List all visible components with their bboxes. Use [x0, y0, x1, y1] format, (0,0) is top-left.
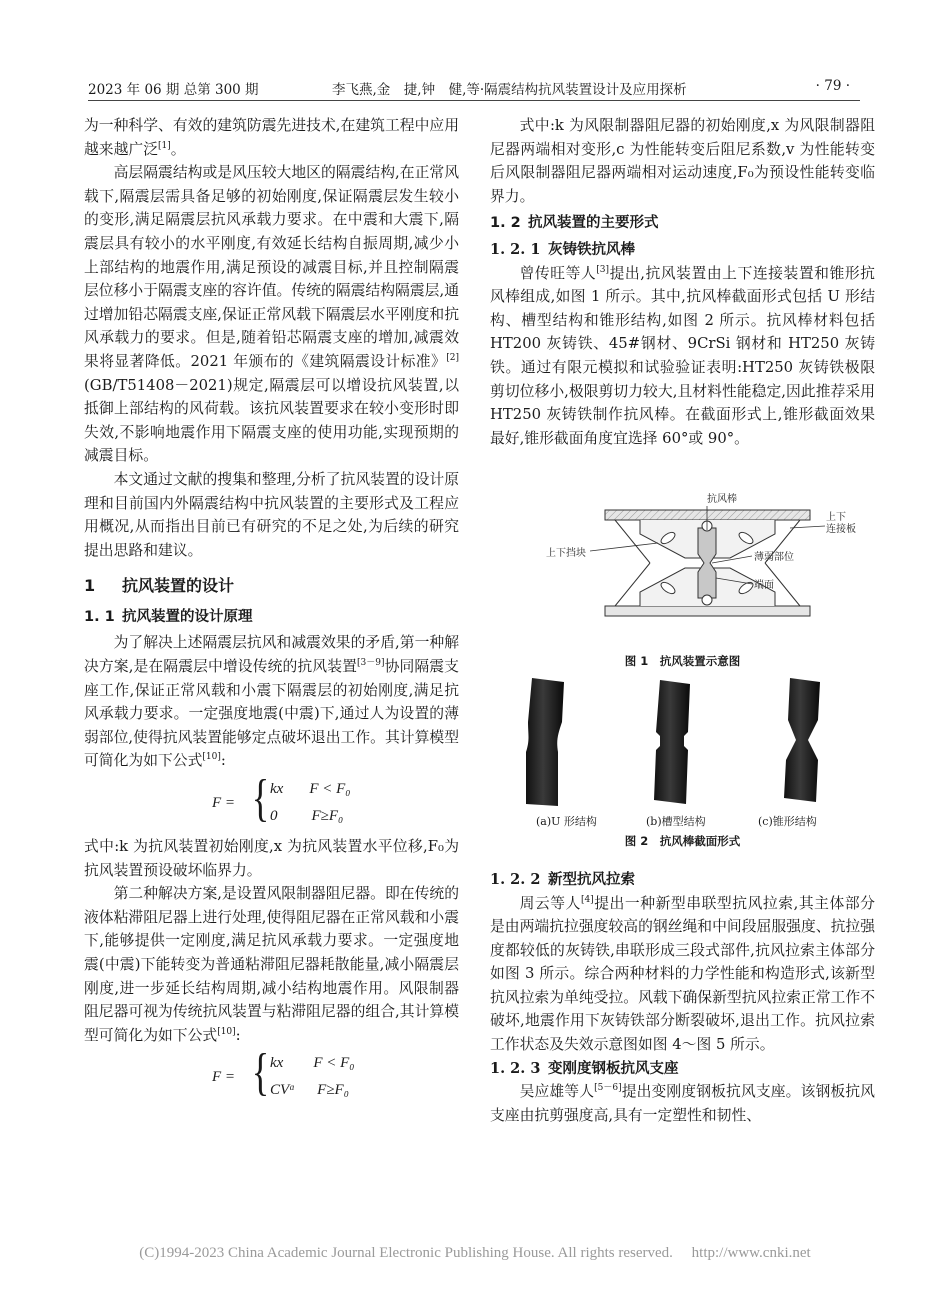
- groove-shape-rod: [654, 680, 690, 804]
- copyright-footer: (C)1994-2023 China Academic Journal Electronic Publishing House. All rights reserved. http://www.cnki.net: [139, 1245, 811, 1261]
- subcaption-b: (b)槽型结构: [646, 815, 706, 829]
- label-wind-rod: 抗风棒: [707, 494, 737, 506]
- citation[interactable]: [1]: [158, 140, 171, 151]
- equation-1: F = { kx F < F₀ 0 F≥F₀: [212, 770, 351, 828]
- page-number: · 79 ·: [815, 78, 850, 94]
- label-connection-1: 上下: [826, 512, 846, 524]
- paragraph: 式中:k 为抗风装置初始刚度,x 为抗风装置水平位移,F₀为抗风装置预设破坏临界力。: [84, 838, 459, 879]
- article-running-title: 李飞燕,金 捷,钟 健,等·隔震结构抗风装置设计及应用探析: [332, 82, 687, 98]
- right-column: [490, 114, 875, 1127]
- figure-1: [490, 488, 875, 668]
- paragraph: 式中:k 为风限制器阻尼器的初始刚度,x 为风限制器阻尼器两端相对变形,c 为性能转变后阻尼系数,v 为性能转变后风限制器阻尼器两端相对运动速度,F₀为预设性能转变临界力。: [490, 117, 875, 205]
- citation[interactable]: [3]: [596, 264, 610, 275]
- subsection-heading: 1. 2 抗风装置的主要形式: [490, 215, 659, 232]
- label-connection-2: 连接板: [826, 524, 856, 536]
- paragraph: 为一种科学、有效的建筑防震先进技术,在建筑工程中应用越来越广泛[1]。: [84, 117, 459, 158]
- subcaption-c: (c)锥形结构: [758, 815, 817, 829]
- figure-1-caption: 图 1 抗风装置示意图: [624, 653, 741, 668]
- citation[interactable]: [10]: [202, 752, 221, 763]
- figure-2: [490, 676, 875, 808]
- paragraph: 第二种解决方案,是设置风限制器阻尼器。即在传统的液体粘滞阻尼器上进行处理,使得阻尼器在正常风载和小震下,能够提供一定刚度,满足抗风承载力要求。一定强度地震(中震)下能转变为普通粘滞阻尼器耗散能量,减小隔震层刚度,进一步延长结构周期,减小结构地震作用。风限制器阻尼器可视为传统抗风装置与粘滞阻尼器的组合,其计算模型可简化为如下公式[10]:: [84, 885, 459, 1044]
- label-end-face: 端面: [754, 580, 774, 592]
- citation[interactable]: [4]: [580, 894, 594, 905]
- subsubsection-heading: 1. 2. 1 灰铸铁抗风棒: [490, 240, 635, 258]
- paragraph: 曾传旺等人[3]提出,抗风装置由上下连接装置和锥形抗风棒组成,如图 1 所示。其中,抗风棒截面形式包括 U 形结构、槽型结构和锥形结构,如图 2 所示。抗风棒材料包括 HT200 灰铸铁、45#钢材、9CrSi 钢材和 HT250 灰铸铁。通过有限元模拟和试验验证表明:HT250 灰铸铁极限剪切位移小,极限剪切力较大,且材料性能稳定,因此推荐采用 HT250 灰铸铁制作抗风棒。在截面形式上,锥形截面效果最好,锥形截面角度宜选择 60°或 90°。: [490, 264, 875, 447]
- citation[interactable]: [3－9]: [357, 658, 385, 669]
- citation[interactable]: [10]: [217, 1026, 236, 1037]
- citation[interactable]: [2]: [446, 353, 459, 364]
- left-column: [84, 114, 459, 1109]
- subcaption-a: (a)U 形结构: [536, 815, 597, 829]
- citation[interactable]: [5－6]: [594, 1083, 622, 1094]
- wind-resistant-device-diagram: [490, 488, 875, 638]
- wind-rod-sections: [490, 676, 875, 808]
- paragraph: 周云等人[4]提出一种新型串联型抗风拉索,其主体部分是由两端抗拉强度较高的钢丝绳和中间段屈服强度、抗拉强度都较低的灰铸铁,串联形成三段式部件,抗风拉索主体部分如图 3 所示。综合两种材料的力学性能和构造形式,该新型抗风拉索为单纯受拉。风载下确保新型抗风拉索正常工作不破坏,地震作用下灰铸铁部分断裂破坏,退出工作。抗风拉索工作状态及失效示意图如图 4～图 5 所示。: [490, 894, 875, 1054]
- equation-2: F = { kx F < F₀ CVᵅ F≥F₀: [212, 1044, 355, 1102]
- paragraph: 高层隔震结构或是风压较大地区的隔震结构,在正常风载下,隔震层需具备足够的初始刚度,保证隔震层发生较小的变形,满足隔震层抗风承载力要求。在中震和大震下,隔震层具有较小的水平刚度,有效延长结构自振周期,减少小上部结构的地震作用,满足预设的减震目标,并且控制隔震层位移小于隔震支座的容许值。传统的隔震结构隔震层,通过增加铅芯隔震支座,保证正常风载下隔震层水平刚度和抗风承载力的要求。但是,随着铅芯隔震支座的增加,减震效果将显著降低。2021 年颁布的《建筑隔震设计标准》[2](GB/T51408－2021)规定,隔震层可以增设抗风装置,以抵御上部结构的风荷载。该抗风装置要求在较小变形时即失效,不影响地震作用下隔震支座的使用功能,实现预期的减震目标。: [84, 164, 459, 465]
- running-header: [88, 78, 868, 100]
- paragraph: 吴应雄等人[5－6]提出变刚度钢板抗风支座。该钢板抗风支座由抗剪强度高,具有一定塑性和韧性、: [490, 1083, 875, 1124]
- paragraph: 本文通过文献的搜集和整理,分析了抗风装置的设计原理和目前国内外隔震结构中抗风装置的主要形式及工程应用概况,从而指出目前已有研究的不足之处,为后续的研究提出思路和建议。: [84, 470, 459, 559]
- paragraph: 为了解决上述隔震层抗风和减震效果的矛盾,第一种解决方案,是在隔震层中增设传统的抗风装置[3－9]协同隔震支座工作,保证正常风载和小震下隔震层的初始刚度,满足抗风承载力要求。一定强度地震(中震)下,通过人为设置的薄弱部位,使得抗风装置能够定点破坏退出工作。其计算模型可简化为如下公式[10]:: [84, 634, 459, 770]
- journal-issue: 2023 年 06 期 总第 300 期: [88, 82, 259, 98]
- cone-shape-rod: [784, 678, 820, 802]
- subsubsection-heading: 1. 2. 2 新型抗风拉索: [490, 870, 635, 888]
- u-shape-rod: [526, 678, 564, 806]
- figure-2-caption: 图 2 抗风棒截面形式: [624, 834, 741, 849]
- subsection-heading: 1. 1 抗风装置的设计原理: [84, 608, 253, 625]
- section-heading: 1 抗风装置的设计: [84, 576, 235, 596]
- figure-2-subcaptions: [490, 808, 875, 830]
- subsubsection-heading: 1. 2. 3 变刚度钢板抗风支座: [490, 1059, 679, 1077]
- header-rule: [88, 100, 860, 101]
- label-weak-part: 薄弱部位: [754, 552, 794, 564]
- label-blocks: 上下挡块: [546, 548, 586, 560]
